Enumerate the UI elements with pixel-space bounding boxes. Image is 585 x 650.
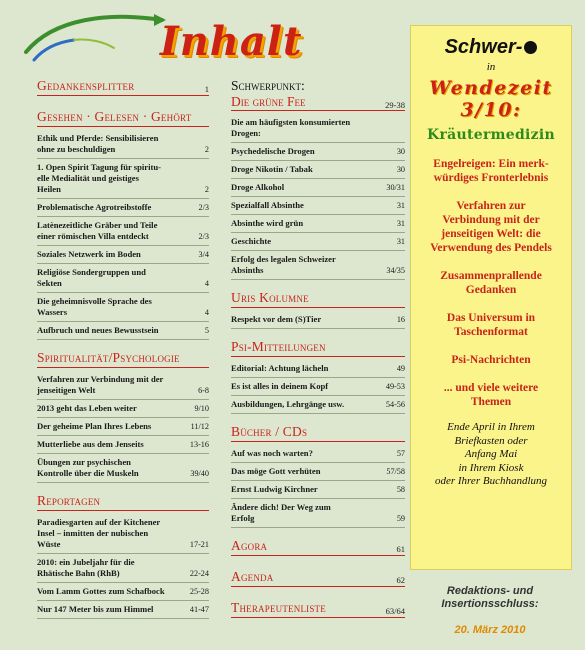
section-heading-agenda (231, 569, 405, 587)
toc-entry[interactable] (37, 322, 209, 340)
section-page: 1 (204, 84, 209, 94)
toc-column-left (37, 78, 209, 629)
page-title: Inhalt (160, 18, 303, 65)
toc-entry-title: Übungen zur psychischen Kontrolle über die Muskeln (37, 457, 139, 478)
section-title: Bücher / CDs (231, 424, 308, 439)
section-title: Agenda (231, 569, 274, 584)
toc-entry-page: 58 (396, 485, 405, 494)
toc-entry-page: 9/10 (194, 404, 209, 413)
toc-entry-page: 2/3 (198, 203, 209, 212)
toc-entry-page: 30/31 (386, 183, 405, 192)
toc-entry-page: 11/12 (190, 422, 209, 431)
section-title: Therapeutenliste (231, 600, 326, 615)
deadline-label: Redaktions- und Insertionsschluss: (441, 585, 539, 610)
preview-item: Psi-Nachrichten (451, 354, 531, 366)
preview-item: Zusammenprallende Gedanken (440, 270, 542, 296)
toc-entry[interactable] (231, 311, 405, 329)
preview-box (410, 25, 572, 570)
toc-entry-page: 16 (396, 315, 405, 324)
section-title: Agora (231, 538, 268, 553)
section-spacer (37, 99, 209, 109)
section-spacer (231, 528, 405, 538)
toc-entry[interactable] (37, 159, 209, 199)
toc-entry[interactable] (231, 463, 405, 481)
section-heading-spiritualität-psychologie (37, 350, 209, 368)
toc-entry-page: 3/4 (198, 250, 209, 259)
preview-wendezeit (411, 77, 571, 121)
toc-entry-title: Latènezeitliche Gräber und Teile einer römischen Villa entdeckt (37, 220, 158, 241)
deadline-note (410, 572, 570, 650)
toc-entry-title: Geschichte (231, 236, 272, 246)
toc-entry-title: Absinthe wird grün (231, 218, 304, 228)
toc-entry-page: 34/35 (386, 266, 405, 275)
preview-item: Das Universum in Taschenformat (446, 312, 536, 338)
section-title: Uris Kolumne (231, 290, 309, 305)
section-title: Spiritualität/Psychologie (37, 350, 180, 365)
dot-icon (524, 41, 537, 54)
toc-entry[interactable] (37, 583, 209, 601)
preview-item: Verfahren zur Verbindung mit der jenseitigen Welt: die Verwendung des Pendels (430, 200, 552, 254)
schwerpunkt-title: Die grüne Fee (231, 94, 306, 109)
toc-entry-title: Erfolg des legalen Schweizer Absinths (231, 254, 336, 275)
section-title: Reportagen (37, 493, 101, 508)
toc-entry-title: 2010: ein Jubeljahr für die Rhätische Bahn (RhB) (37, 557, 135, 578)
toc-entry[interactable] (231, 445, 405, 463)
toc-entry-title: Droge Nikotin / Tabak (231, 164, 313, 174)
toc-entry-page: 30 (396, 147, 405, 156)
section-heading-bücher-cds (231, 424, 405, 442)
toc-entry-title: Psychedelische Drogen (231, 146, 315, 156)
toc-entry-page: 25-28 (189, 587, 209, 596)
toc-entry-title: Soziales Netzwerk im Boden (37, 249, 141, 259)
deadline-date: 20. März 2010 (454, 624, 526, 636)
toc-entry[interactable] (37, 418, 209, 436)
toc-entry[interactable] (231, 251, 405, 280)
toc-entry-title: 1. Open Spirit Tagung für spiritu- elle Medialität und geistiges Heilen (37, 162, 162, 194)
toc-entry-title: Ernst Ludwig Kirchner (231, 484, 318, 494)
toc-entry[interactable] (37, 400, 209, 418)
toc-entry[interactable] (37, 554, 209, 583)
toc-entry[interactable] (231, 233, 405, 251)
toc-entry-title: Es ist alles in deinem Kopf (231, 381, 329, 391)
preview-in: in (486, 61, 496, 73)
toc-entry-title: Mutterliebe aus dem Jenseits (37, 439, 144, 449)
section-title: Gesehen · Gelesen · Gehört (37, 109, 192, 124)
section-spacer (231, 329, 405, 339)
preview-footer: Ende April in Ihrem Briefkasten oder Anfang Mai in Ihrem Kiosk oder Ihrer Buchhandlung (434, 421, 548, 487)
schwerpunkt-label: Schwerpunkt: (231, 78, 305, 93)
toc-entry-title: Ethik und Pferde: Sensibilisieren ohne zu beschuldigen (37, 133, 159, 154)
section-spacer (231, 590, 405, 600)
toc-entry-page: 6-8 (198, 386, 209, 395)
toc-entry-page: 39/40 (190, 469, 209, 478)
toc-entry-title: Aufbruch und neues Bewusstsein (37, 325, 159, 335)
toc-entry-title: Paradiesgarten auf der Kitchener Insel – inmitten der nubischen Wüste (37, 517, 161, 549)
toc-entry[interactable] (231, 197, 405, 215)
section-heading-reportagen (37, 493, 209, 511)
section-heading-schwerpunkt (231, 78, 405, 111)
section-heading-uris-kolumne (231, 290, 405, 308)
preview-header (411, 36, 571, 59)
section-spacer (37, 340, 209, 350)
section-heading-psi-mitteilungen (231, 339, 405, 357)
toc-entry-page: 49 (396, 364, 405, 373)
toc-entry-page: 2 (204, 185, 209, 194)
toc-entry[interactable] (231, 114, 405, 143)
schwerpunkt-list (231, 114, 405, 290)
section-spacer (231, 280, 405, 290)
section-page: 63/64 (385, 606, 405, 616)
toc-entry[interactable] (231, 360, 405, 378)
logo-swoosh-icon (14, 8, 174, 70)
section-spacer (37, 619, 209, 629)
toc-entry-page: 31 (396, 201, 405, 210)
toc-entry-title: Spezialfall Absinthe (231, 200, 304, 210)
toc-entry[interactable] (231, 143, 405, 161)
section-heading-agora (231, 538, 405, 556)
toc-entry[interactable] (231, 179, 405, 197)
toc-entry-title: Das möge Gott verhüten (231, 466, 321, 476)
toc-entry[interactable] (231, 499, 405, 528)
toc-entry[interactable] (37, 264, 209, 293)
toc-entry[interactable] (231, 378, 405, 396)
toc-entry[interactable] (231, 161, 405, 179)
toc-entry-title: Der geheime Plan Ihres Lebens (37, 421, 152, 431)
section-spacer (231, 621, 405, 631)
section-heading-gesehen-gelesen-gehört (37, 109, 209, 127)
section-page: 61 (396, 544, 405, 554)
toc-column-right (231, 78, 405, 631)
toc-entry[interactable] (37, 199, 209, 217)
toc-entry-title: Vom Lamm Gottes zum Schafbock (37, 586, 165, 596)
preview-wendezeit-line: Wendezeit (429, 77, 553, 99)
toc-entry[interactable] (37, 246, 209, 264)
toc-entry-page: 4 (204, 308, 209, 317)
toc-entry-title: Ändere dich! Der Weg zum Erfolg (231, 502, 331, 523)
section-page: 62 (396, 575, 405, 585)
toc-entry-page: 57 (396, 449, 405, 458)
section-title: Psi-Mitteilungen (231, 339, 326, 354)
preview-item-list (411, 157, 571, 409)
toc-entry-page: 2 (204, 145, 209, 154)
section-spacer (37, 483, 209, 493)
toc-entry-title: Droge Alkohol (231, 182, 285, 192)
toc-entry[interactable] (37, 217, 209, 246)
preview-kraeutermedizin: Kräutermedizin (426, 127, 556, 143)
toc-entry-page: 22-24 (189, 569, 209, 578)
toc-entry-title: Religiöse Sondergruppen und Sekten (37, 267, 146, 288)
toc-entry-title: Problematische Agrotreibstoffe (37, 202, 152, 212)
toc-entry-page: 31 (396, 237, 405, 246)
toc-entry-title: Die geheimnisvolle Sprache des Wassers (37, 296, 152, 317)
toc-entry-title: 2013 geht das Leben weiter (37, 403, 137, 413)
toc-entry-page: 31 (396, 219, 405, 228)
schwerpunkt-page: 29-38 (385, 100, 405, 110)
toc-entry[interactable] (231, 215, 405, 233)
toc-entry-title: Editorial: Achtung lächeln (231, 363, 329, 373)
toc-entry-page: 4 (204, 279, 209, 288)
toc-entry-page: 13-16 (189, 440, 209, 449)
toc-entry-page: 2/3 (198, 232, 209, 241)
toc-entry-title: Die am häufigsten konsumierten Drogen: (231, 117, 351, 138)
toc-entry[interactable] (37, 130, 209, 159)
toc-entry-page: 5 (204, 326, 209, 335)
section-spacer (231, 414, 405, 424)
toc-entry-title: Auf was noch warten? (231, 448, 313, 458)
toc-entry[interactable] (231, 396, 405, 414)
section-heading-gedankensplitter (37, 78, 209, 96)
toc-entry[interactable] (37, 514, 209, 554)
toc-entry[interactable] (37, 293, 209, 322)
toc-entry-title: Respekt vor dem (S)Tier (231, 314, 322, 324)
section-spacer (231, 559, 405, 569)
toc-entry-page: 57/58 (386, 467, 405, 476)
section-heading-therapeutenliste (231, 600, 405, 618)
preview-header-text: Schwer- (444, 36, 523, 58)
preview-item: Engelreigen: Ein merk- würdiges Fronterlebnis (433, 158, 549, 184)
preview-wendezeit-line: 3/10: (460, 99, 522, 121)
toc-entry-title: Verfahren zur Verbindung mit der jenseitigen Welt (37, 374, 164, 395)
toc-entry-title: Nur 147 Meter bis zum Himmel (37, 604, 154, 614)
toc-entry[interactable] (37, 454, 209, 483)
preview-item: ... und viele weitere Themen (443, 382, 539, 408)
toc-entry-title: Ausbildungen, Lehrgänge usw. (231, 399, 345, 409)
toc-entry-page: 59 (396, 514, 405, 523)
section-title: Gedankensplitter (37, 78, 135, 93)
toc-entry[interactable] (231, 481, 405, 499)
toc-entry-page: 49-53 (385, 382, 405, 391)
toc-entry-page: 17-21 (189, 540, 209, 549)
toc-entry-page: 30 (396, 165, 405, 174)
toc-entry[interactable] (37, 371, 209, 400)
toc-entry-page: 54-56 (385, 400, 405, 409)
toc-entry-page: 41-47 (189, 605, 209, 614)
toc-entry[interactable] (37, 436, 209, 454)
toc-entry[interactable] (37, 601, 209, 619)
